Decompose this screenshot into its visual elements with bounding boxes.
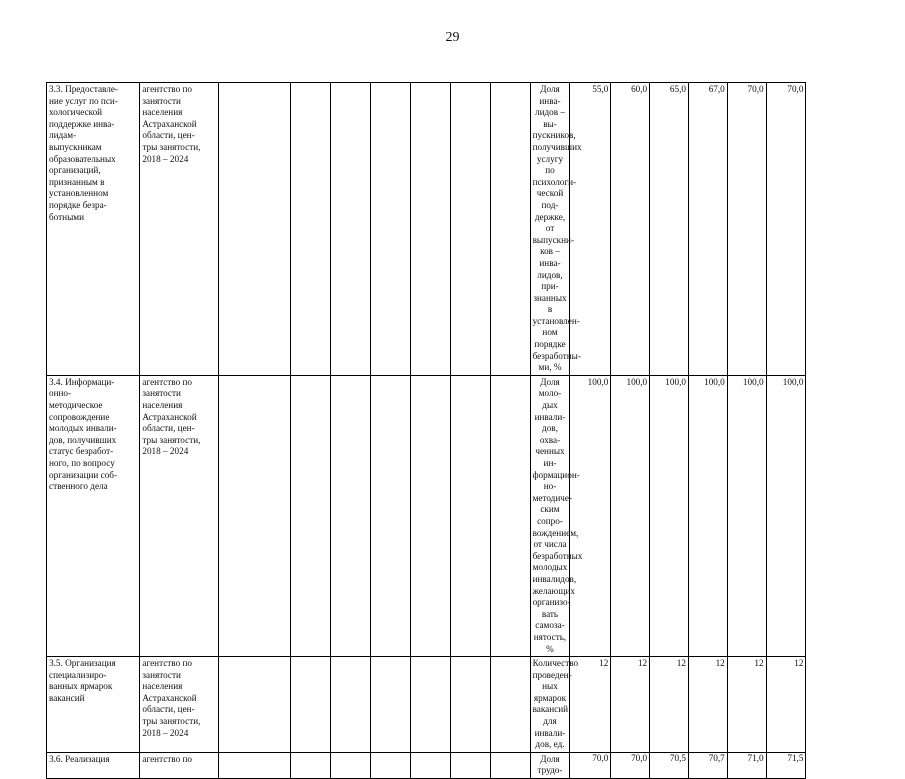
empty-cell <box>331 375 371 656</box>
empty-cell <box>371 83 411 376</box>
indicator-cell: Доля трудо- <box>530 752 570 778</box>
executor-cell: агентство по занятости населения Астраханской области, цен- тры занятости, 2018 – 2024 <box>140 657 219 753</box>
measure-cell: 3.3. Предоставле- ние услуг по пси- хологической поддержке инва- лидам- выпускникам образовательных организаций, признанным в установленном порядке безра- ботными <box>47 83 140 376</box>
value-cell: 70,0 <box>766 83 806 376</box>
value-cell: 12 <box>650 657 689 753</box>
indicator-cell: Доля моло- дых инвали- дов, охва- ченных ин- формацион- но- методиче- ским сопро- вождением, от числа безработных молодых инвалидов, желающих организо- вать самоза- нятость, % <box>530 375 570 656</box>
empty-cell <box>291 375 331 656</box>
measure-cell: 3.5. Организация специализиро- ванных ярмарок вакансий <box>47 657 140 753</box>
empty-cell <box>410 752 450 778</box>
executor-cell: агентство по занятости населения Астраханской области, цен- тры занятости, 2018 – 2024 <box>140 83 219 376</box>
value-cell: 55,0 <box>570 83 611 376</box>
table-row <box>47 375 838 656</box>
indicator-cell: Доля инва- лидов – вы- пускников, получивших услугу по психологи- ческой под- держке, от выпускни- ков – инва- лидов, при- знанных в установлен- ном порядке безработны- ми, % <box>530 83 570 376</box>
empty-cell <box>450 83 490 376</box>
indicator-cell: Количество проведен- ных ярмарок вакансий для инвали- дов, ед. <box>530 657 570 753</box>
value-cell: 65,0 <box>650 83 689 376</box>
value-cell: 12 <box>727 657 766 753</box>
value-cell: 100,0 <box>688 375 727 656</box>
empty-cell <box>291 83 331 376</box>
empty-cell <box>450 752 490 778</box>
value-cell: 71,5 <box>766 752 806 778</box>
page-number: 29 <box>445 30 460 45</box>
value-cell: 70,0 <box>727 83 766 376</box>
empty-cell <box>450 375 490 656</box>
empty-cell <box>410 657 450 753</box>
value-cell: 12 <box>570 657 611 753</box>
value-cell: 100,0 <box>727 375 766 656</box>
executor-cell: агентство по занятости населения Астраханской области, цен- тры занятости, 2018 – 2024 <box>140 375 219 656</box>
value-cell: 100,0 <box>766 375 806 656</box>
value-cell: 100,0 <box>611 375 650 656</box>
empty-cell <box>371 657 411 753</box>
table-row <box>47 752 838 778</box>
value-cell: 12 <box>688 657 727 753</box>
empty-cell <box>490 83 530 376</box>
value-cell: 100,0 <box>650 375 689 656</box>
empty-cell <box>219 752 291 778</box>
value-cell: 100,0 <box>570 375 611 656</box>
empty-cell <box>291 657 331 753</box>
program-measures-table <box>46 82 838 779</box>
empty-cell <box>219 375 291 656</box>
empty-cell <box>331 83 371 376</box>
empty-cell <box>450 657 490 753</box>
table-row <box>47 657 838 753</box>
empty-cell <box>219 657 291 753</box>
executor-cell: агентство по <box>140 752 219 778</box>
value-cell: 70,0 <box>570 752 611 778</box>
value-cell: 70,5 <box>650 752 689 778</box>
empty-cell <box>490 752 530 778</box>
empty-cell <box>490 657 530 753</box>
empty-cell <box>371 752 411 778</box>
value-cell: 71,0 <box>727 752 766 778</box>
measure-cell: 3.6. Реализация <box>47 752 140 778</box>
empty-cell <box>331 752 371 778</box>
empty-cell <box>410 375 450 656</box>
empty-cell <box>331 657 371 753</box>
measure-cell: 3.4. Информаци- онно- методическое сопровождение молодых инвали- дов, получивших статус безработ- ного, по вопросу организации соб- ственного дела <box>47 375 140 656</box>
empty-cell <box>371 375 411 656</box>
value-cell: 67,0 <box>688 83 727 376</box>
empty-cell <box>490 375 530 656</box>
empty-cell <box>410 83 450 376</box>
empty-cell <box>291 752 331 778</box>
value-cell: 70,7 <box>688 752 727 778</box>
table-row <box>47 83 838 376</box>
value-cell: 12 <box>611 657 650 753</box>
value-cell: 12 <box>766 657 806 753</box>
empty-cell <box>219 83 291 376</box>
value-cell: 60,0 <box>611 83 650 376</box>
value-cell: 70,0 <box>611 752 650 778</box>
